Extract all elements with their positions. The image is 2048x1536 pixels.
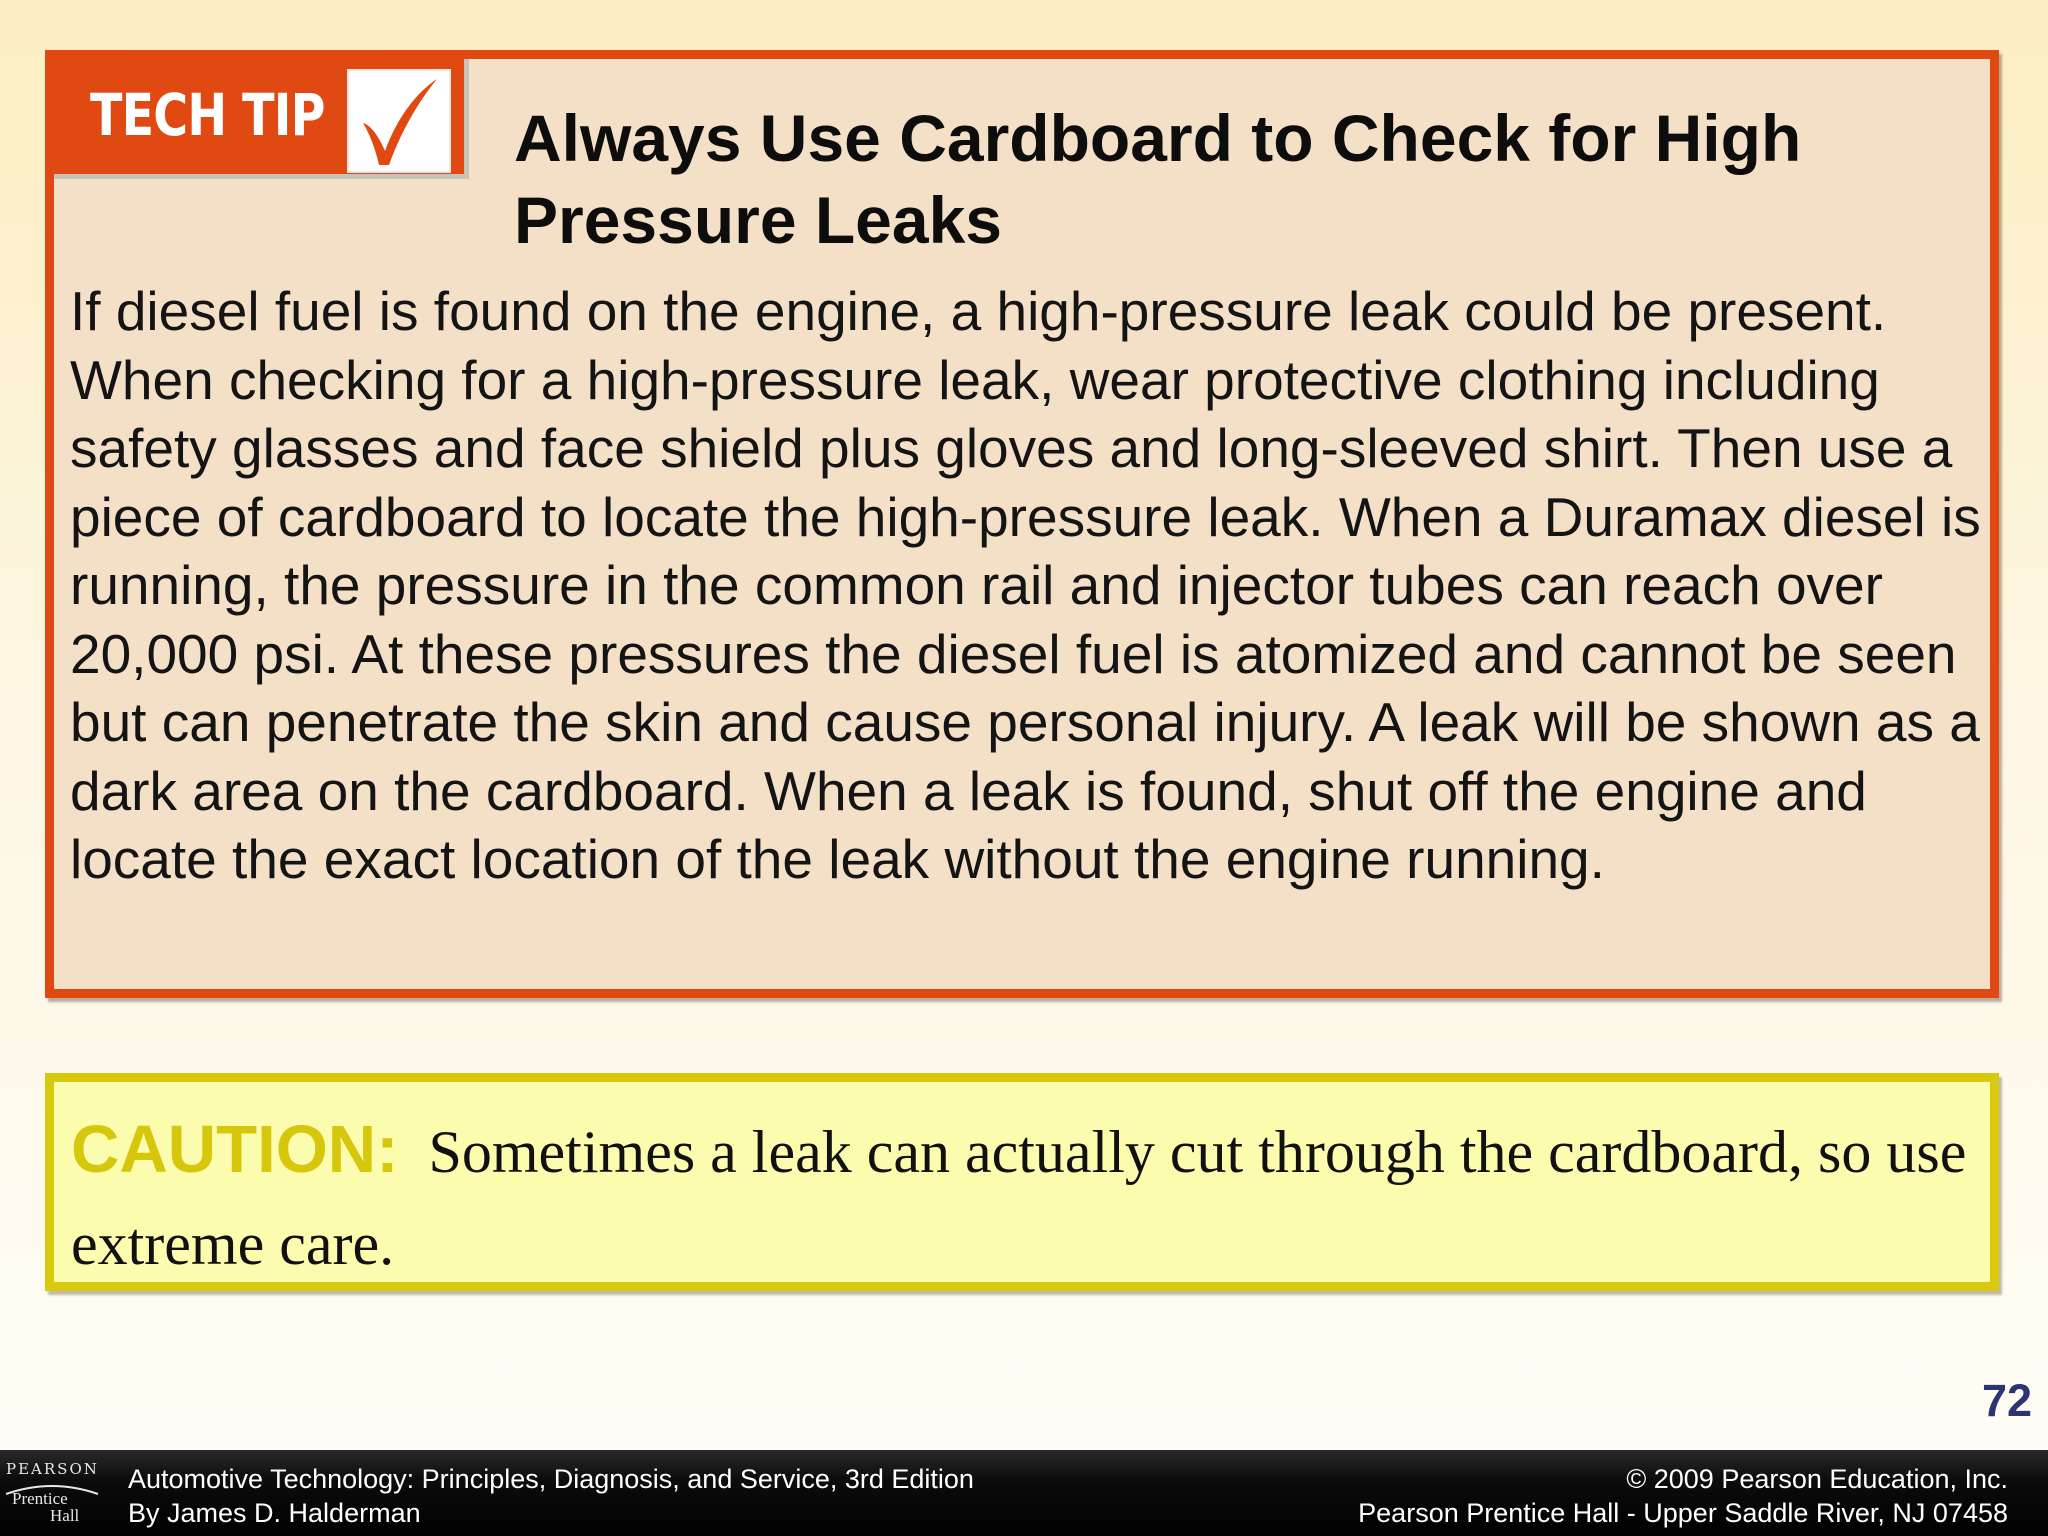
logo-bottom-text (12, 1490, 92, 1524)
tech-tip-badge (54, 59, 469, 179)
caution-label: CAUTION: (71, 1112, 399, 1187)
tech-tip-badge-label: TECH TIP (90, 81, 325, 149)
caution-message: Sometimes a leak can actually cut through the cardboard, so use extreme care. (71, 1119, 1967, 1277)
logo-bottom-line-1: Prentice (12, 1489, 68, 1508)
footer-publisher-address: Pearson Prentice Hall - Upper Saddle River, NJ 07458 (1358, 1498, 2008, 1528)
tech-tip-body: If diesel fuel is found on the engine, a high-pressure leak could be present. When checking for a high-pressure leak, wear protective clothing including safety glasses and face shield plus gloves and long-sleeved shirt. Then use a piece of cardboard to locate the high-pressure leak. When a Duramax diesel is running, the pressure in the common rail and injector tubes can reach over 20,000 psi. At these pressures the diesel fuel is atomized and cannot be seen but can penetrate the skin and cause personal injury. A leak will be shown as a dark area on the cardboard. When a leak is found, shut off the engine and locate the exact location of the leak without the engine running. (70, 280, 1981, 890)
footer-bar (0, 1450, 2048, 1536)
caution-box (45, 1073, 1999, 1291)
tech-tip-title: Always Use Cardboard to Check for High Pressure Leaks (514, 101, 1802, 257)
footer-book-info (128, 1462, 974, 1530)
pearson-prentice-hall-logo (0, 1456, 104, 1536)
checkmark-icon (347, 69, 451, 173)
logo-top-text: PEARSON (6, 1460, 99, 1478)
logo-bottom-line-2: Hall (50, 1506, 80, 1525)
slide-number: 72 (1981, 1375, 2032, 1426)
caution-text (71, 1112, 1991, 1298)
footer-copyright: © 2009 Pearson Education, Inc. (1626, 1464, 2008, 1494)
footer-publisher-info (1358, 1462, 2008, 1530)
tech-tip-box (45, 50, 1999, 998)
footer-book-title: Automotive Technology: Principles, Diagnosis, and Service, 3rd Edition (128, 1464, 974, 1494)
footer-author: By James D. Halderman (128, 1498, 421, 1528)
